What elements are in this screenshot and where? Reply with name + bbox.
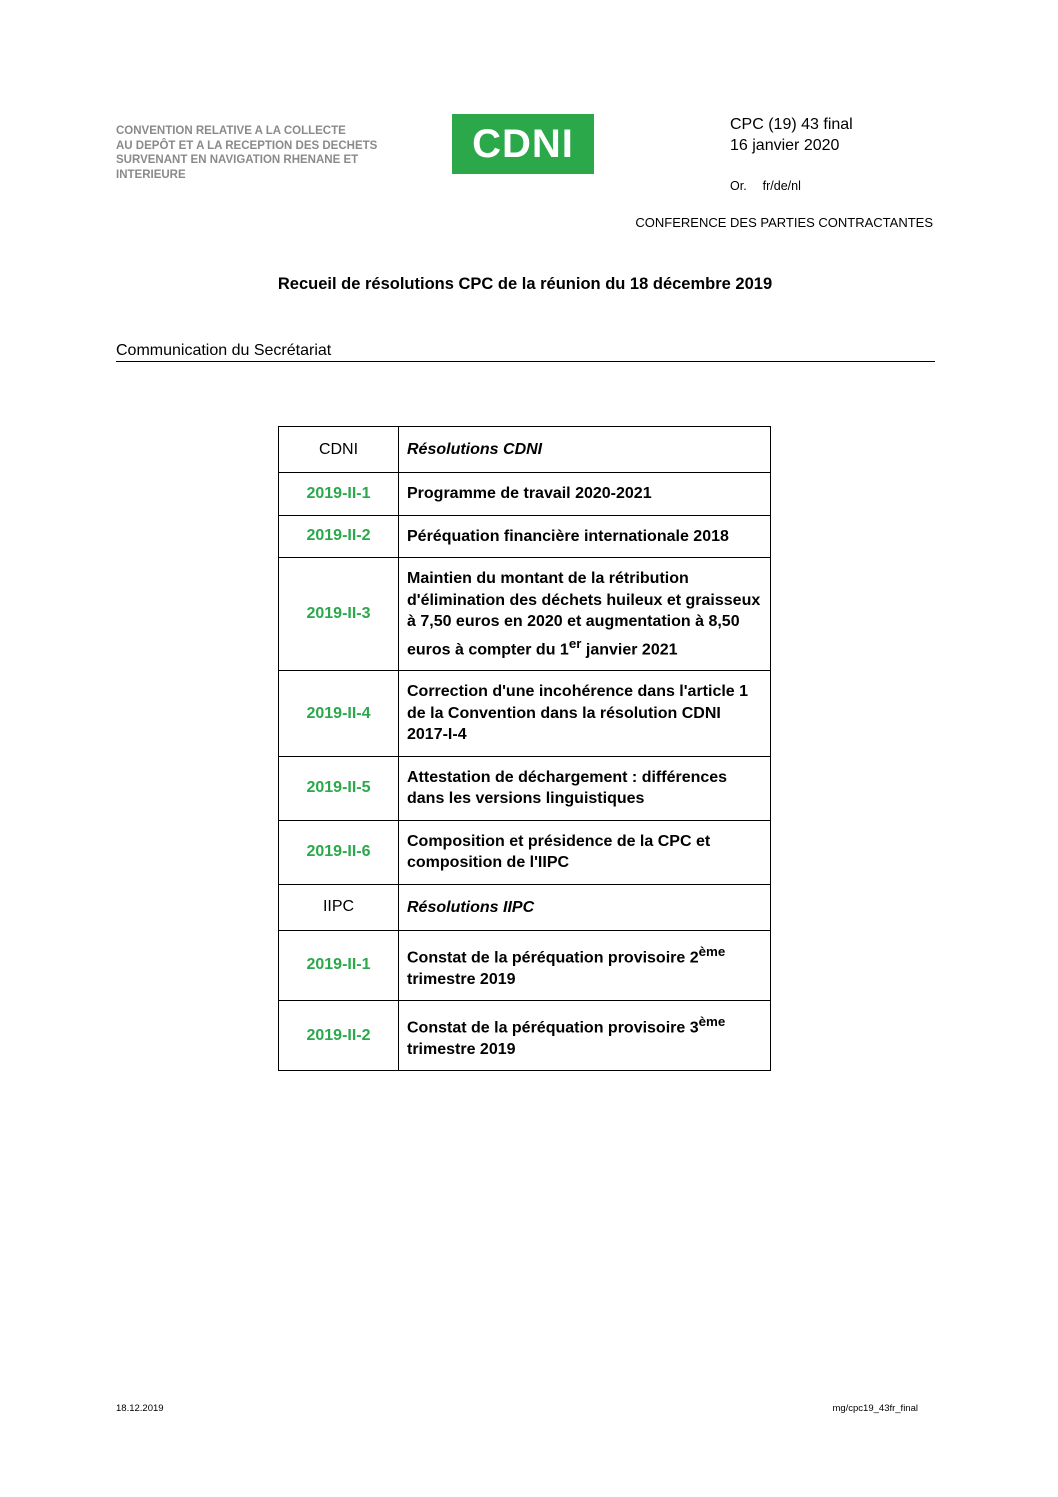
title-tail: janvier 2021 <box>581 640 678 658</box>
resolution-title: Composition et présidence de la CPC et composition de l'IIPC <box>399 820 771 884</box>
org-line-2: AU DEPÔT ET A LA RECEPTION DES DECHETS <box>116 139 378 152</box>
table-row <box>279 671 771 757</box>
title-tail: trimestre 2019 <box>407 1040 516 1058</box>
resolution-code: 2019-II-6 <box>279 820 399 884</box>
orig-label: Or. <box>730 179 747 193</box>
resolution-code: 2019-II-5 <box>279 756 399 820</box>
title-tail: trimestre 2019 <box>407 970 516 988</box>
resolution-code: 2019-II-1 <box>279 473 399 516</box>
table-row <box>279 820 771 884</box>
resolution-title: Attestation de déchargement : différences dans les versions linguistiques <box>399 756 771 820</box>
org-line-4: INTERIEURE <box>116 168 186 181</box>
footer-filename: mg/cpc19_43fr_final <box>832 1403 918 1414</box>
section-label: Résolutions CDNI <box>399 427 771 473</box>
resolution-code: 2019-II-2 <box>279 1001 399 1071</box>
doc-date: 16 janvier 2020 <box>730 137 840 154</box>
table-row <box>279 756 771 820</box>
logo-text: CDNI <box>472 121 574 166</box>
table-row <box>279 558 771 671</box>
section-code: IIPC <box>279 884 399 930</box>
resolution-code: 2019-II-3 <box>279 558 399 671</box>
table-row <box>279 1001 771 1071</box>
footer-date: 18.12.2019 <box>116 1403 164 1414</box>
resolution-title: Péréquation financière internationale 2018 <box>399 515 771 558</box>
resolution-title <box>399 930 771 1000</box>
original-languages <box>730 179 801 193</box>
document-reference <box>730 114 853 156</box>
title-superscript: ème <box>698 943 726 959</box>
title-main: Constat de la péréquation provisoire 2 <box>407 949 699 967</box>
orig-langs: fr/de/nl <box>762 179 801 193</box>
table-row <box>279 473 771 516</box>
resolution-title <box>399 558 771 671</box>
resolution-code: 2019-II-1 <box>279 930 399 1000</box>
table-section-row <box>279 427 771 473</box>
section-label: Résolutions IIPC <box>399 884 771 930</box>
doc-ref: CPC (19) 43 final <box>730 116 853 133</box>
title-main: Maintien du montant de la rétribution d'élimination des déchets huileux et graisseux à 7,50 euros en 2020 et augmentation à 8,50 euros à compter du 1 <box>407 570 761 658</box>
table-section-row <box>279 884 771 930</box>
cdni-logo <box>452 114 594 174</box>
section-code: CDNI <box>279 427 399 473</box>
organization-name <box>116 124 426 182</box>
page-title: Recueil de résolutions CPC de la réunion du 18 décembre 2019 <box>277 275 773 293</box>
resolution-title: Programme de travail 2020-2021 <box>399 473 771 516</box>
resolution-code: 2019-II-4 <box>279 671 399 757</box>
resolution-code: 2019-II-2 <box>279 515 399 558</box>
org-line-1: CONVENTION RELATIVE A LA COLLECTE <box>116 125 346 137</box>
table-row <box>279 930 771 1000</box>
title-superscript: ème <box>698 1014 726 1030</box>
table-row <box>279 515 771 558</box>
org-line-3: SURVENANT EN NAVIGATION RHENANE ET <box>116 154 359 166</box>
resolution-title <box>399 1001 771 1071</box>
resolution-title: Correction d'une incohérence dans l'article 1 de la Convention dans la résolution CDNI 2017-I-4 <box>399 671 771 757</box>
conference-label: CONFERENCE DES PARTIES CONTRACTANTES <box>635 215 933 230</box>
title-superscript: er <box>568 635 582 651</box>
resolutions-table <box>278 426 771 1071</box>
title-main: Constat de la péréquation provisoire 3 <box>407 1019 699 1037</box>
communication-heading: Communication du Secrétariat <box>116 342 935 362</box>
